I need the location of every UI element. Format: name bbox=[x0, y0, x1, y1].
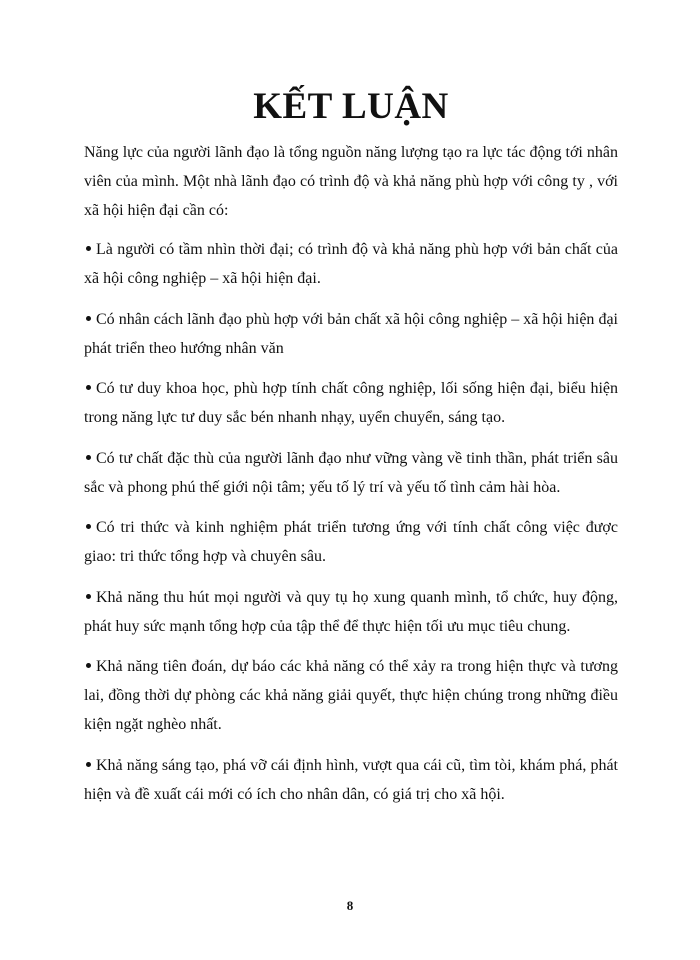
bullet-list bbox=[84, 235, 618, 809]
bullet-item bbox=[84, 235, 618, 293]
bullet-item bbox=[84, 444, 618, 502]
bullet-icon bbox=[86, 524, 91, 529]
bullet-icon bbox=[86, 385, 91, 390]
bullet-text: Là người có tầm nhìn thời đại; có trình độ và khả năng phù hợp với bản chất của xã hội công nghiệp – xã hội hiện đại. bbox=[84, 241, 618, 287]
bullet-icon bbox=[86, 663, 91, 668]
bullet-item bbox=[84, 513, 618, 571]
bullet-text: Có nhân cách lãnh đạo phù hợp với bản chất xã hội công nghiệp – xã hội hiện đại phát triển theo hướng nhân văn bbox=[84, 310, 618, 357]
bullet-text: Có tư chất đặc thù của người lãnh đạo như vững vàng về tinh thần, phát triển sâu sắc và phong phú thế giới nội tâm; yếu tố lý trí và yếu tố tình cảm hài hòa. bbox=[84, 449, 618, 496]
bullet-item bbox=[84, 374, 618, 432]
bullet-text: Có tri thức và kinh nghiệm phát triển tương ứng với tính chất công việc được giao: tri thức tổng hợp và chuyên sâu. bbox=[84, 519, 618, 565]
bullet-item bbox=[84, 305, 618, 363]
page-number: 8 bbox=[346, 898, 354, 913]
bullet-text: Khả năng tiên đoán, dự báo các khả năng có thể xảy ra trong hiện thực và tương lai, đồng thời dự phòng các khả năng giải quyết, thực hiện chúng trong những điều kiện ngặt nghèo nhất. bbox=[84, 658, 618, 733]
bullet-text: Khả năng thu hút mọi người và quy tụ họ xung quanh mình, tổ chức, huy động, phát huy sức mạnh tổng hợp của tập thể để thực hiện tối ưu mục tiêu chung. bbox=[84, 588, 618, 635]
bullet-icon bbox=[86, 246, 91, 251]
bullet-item bbox=[84, 583, 618, 641]
page-title: KẾT LUẬN bbox=[253, 86, 449, 127]
bullet-text: Khả năng sáng tạo, phá vỡ cái định hình, vượt qua cái cũ, tìm tòi, khám phá, phát hiện và đề xuất cái mới có ích cho nhân dân, có giá trị cho xã hội. bbox=[84, 756, 618, 803]
bullet-icon bbox=[86, 455, 91, 460]
bullet-icon bbox=[86, 316, 91, 321]
bullet-text: Có tư duy khoa học, phù hợp tính chất công nghiệp, lối sống hiện đại, biểu hiện trong năng lực tư duy sắc bén nhanh nhạy, uyển chuyển, sáng tạo. bbox=[84, 380, 618, 426]
bullet-icon bbox=[86, 594, 91, 599]
bullet-item bbox=[84, 751, 618, 809]
intro-paragraph: Năng lực của người lãnh đạo là tổng nguồn năng lượng tạo ra lực tác động tới nhân viên của mình. Một nhà lãnh đạo có trình độ và khả năng phù hợp với công ty , với xã hội hiện đại cần có: bbox=[84, 144, 618, 219]
bullet-icon bbox=[86, 762, 91, 767]
bullet-item bbox=[84, 652, 618, 739]
